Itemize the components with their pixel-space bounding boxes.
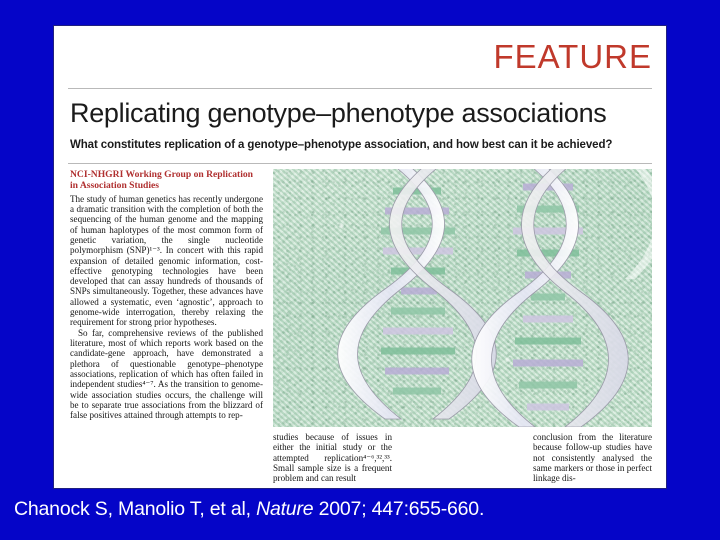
- bottom-column-1: [273, 432, 392, 484]
- bottom-column-2: [403, 432, 522, 484]
- article-headline: Replicating genotype–phenotype associations: [70, 98, 607, 128]
- bottom-columns: [273, 432, 652, 484]
- helix-ribbons-icon: [273, 169, 652, 427]
- article-left-column: [70, 169, 263, 421]
- citation-journal: Nature: [256, 498, 314, 520]
- article-standfirst: What constitutes replication of a genotype–phenotype association, and how best can it be achieved?: [70, 139, 613, 151]
- divider-top: [68, 88, 652, 89]
- divider-middle: [68, 163, 652, 164]
- article-byline: NCI-NHGRI Working Group on Replication in Association Studies: [70, 169, 254, 192]
- paragraph: [70, 432, 263, 442]
- citation-authors: Chanock S, Manolio T, et al,: [14, 498, 257, 520]
- paragraph: [403, 432, 522, 442]
- citation-details: 2007; 447:655-660.: [313, 498, 485, 520]
- bottom-left-column: [70, 432, 263, 442]
- dna-double-helix-illustration: [273, 169, 652, 427]
- paragraph: studies because of issues in either the initial study or the attempted replication⁴⁻⁶,³²,³³. Small sample size is a frequent problem and can result: [273, 432, 392, 484]
- paragraph: conclusion from the literature because follow-up studies have not consistently analysed the same markers or those in perfect linkage dis-: [533, 432, 652, 484]
- left-column-body: [70, 194, 263, 421]
- bottom-column-3: [533, 432, 652, 484]
- feature-label: FEATURE: [493, 38, 652, 75]
- journal-page-image: [54, 26, 666, 488]
- paragraph: So far, comprehensive reviews of the published literature, most of which reports work based on the candidate-gene approach, have demonstrated a plethora of questionable genotype–phenotype associations, replication of which has often failed in independent studies⁴⁻⁷. As the transition to genome-wide association studies occurs, the challenge will be to separate true associations from the blizzard of false positives attained through attempts to rep-: [70, 327, 263, 421]
- paragraph: The study of human genetics has recently undergone a dramatic transition with the completion of both the sequencing of the human genome and the mapping of human haplotypes of the most common form of genetic variation, the single nucleotide polymorphism (SNP)¹⁻³. In concert with this rapid expansion of detailed genomic information, cost-effective genotyping technologies have been developed that can assay hundreds of thousands of SNPs simultaneously. Together, these advances have allowed a systematic, even ‘agnostic’, approach to genome-wide interrogation, thereby relaxing the requirement for strong prior hypotheses.: [70, 193, 263, 328]
- slide-citation: [14, 498, 710, 521]
